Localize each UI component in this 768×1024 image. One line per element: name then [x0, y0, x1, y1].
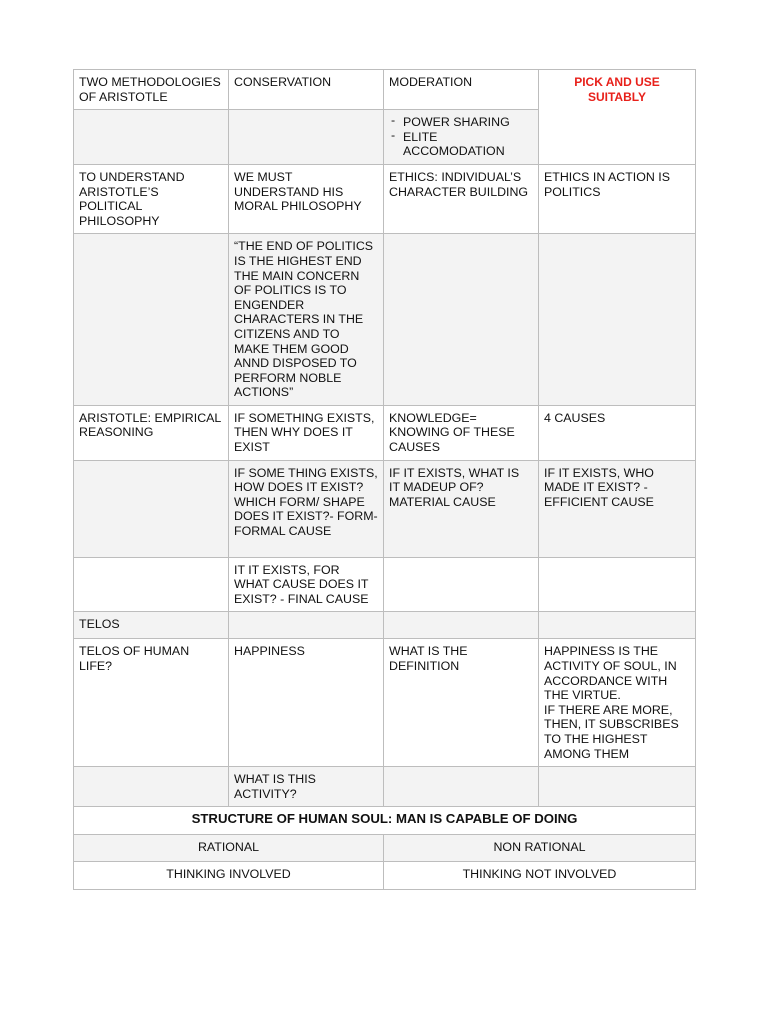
- table-row: [74, 835, 696, 862]
- cell-formal-cause: IF SOME THING EXISTS, HOW DOES IT EXIST? WHICH FORM/ SHAPE DOES IT EXIST?- FORM- FORMAL CAUSE: [229, 460, 384, 557]
- cell-knowledge: KNOWLEDGE= KNOWING OF THESE CAUSES: [384, 405, 539, 460]
- list-item: - ELITE ACCOMODATION: [403, 130, 533, 159]
- cell-happiness-definition: [539, 639, 696, 767]
- list-item: - POWER SHARING: [403, 115, 533, 130]
- cell-empty: [74, 557, 229, 612]
- cell-empty: [384, 767, 539, 807]
- cell-efficient-cause: IF IT EXISTS, WHO MADE IT EXIST? - EFFICIENT CAUSE: [539, 460, 696, 557]
- cell-empty: [384, 557, 539, 612]
- cell-what-activity: WHAT IS THIS ACTIVITY?: [229, 767, 384, 807]
- cell-empty: [74, 110, 229, 165]
- cell-empty: [384, 234, 539, 406]
- table-row: [74, 639, 696, 767]
- cell-end-of-politics-quote: “THE END OF POLITICS IS THE HIGHEST END THE MAIN CONCERN OF POLITICS IS TO ENGENDER CHARACTERS IN THE CITIZENS AND TO MAKE THEM GOOD ANND DISPOSED TO PERFORM NOBLE ACTIONS”: [229, 234, 384, 406]
- cell-pick-and-use: PICK AND USE SUITABLY: [539, 70, 696, 165]
- cell-empty: [74, 460, 229, 557]
- table-row: [74, 164, 696, 233]
- table-row: [74, 862, 696, 890]
- cell-empty: [539, 767, 696, 807]
- moderation-list: [389, 115, 533, 159]
- cell-ethics-in-action: ETHICS IN ACTION IS POLITICS: [539, 164, 696, 233]
- cell-final-cause: IT IT EXISTS, FOR WHAT CAUSE DOES IT EXIST? - FINAL CAUSE: [229, 557, 384, 612]
- cell-telos-human-life: TELOS OF HUMAN LIFE?: [74, 639, 229, 767]
- cell-four-causes: 4 CAUSES: [539, 405, 696, 460]
- cell-non-rational: NON RATIONAL: [384, 835, 696, 862]
- cell-moderation-list: [384, 110, 539, 165]
- cell-empty: [229, 110, 384, 165]
- cell-definition-question: WHAT IS THE DEFINITION: [384, 639, 539, 767]
- cell-empty: [74, 767, 229, 807]
- cell-moral-philosophy: WE MUST UNDERSTAND HIS MORAL PHILOSOPHY: [229, 164, 384, 233]
- structure-heading: STRUCTURE OF HUMAN SOUL: MAN IS CAPABLE OF DOING: [74, 807, 696, 835]
- cell-thinking-not-involved: THINKING NOT INVOLVED: [384, 862, 696, 890]
- table-row: [74, 460, 696, 557]
- table-row: [74, 405, 696, 460]
- cell-why-exist: IF SOMETHING EXISTS, THEN WHY DOES IT EXIST: [229, 405, 384, 460]
- cell-moderation: MODERATION: [384, 70, 539, 110]
- cell-telos: TELOS: [74, 612, 229, 639]
- cell-empty: [539, 612, 696, 639]
- cell-empty: [539, 234, 696, 406]
- cell-empty: [539, 557, 696, 612]
- cell-material-cause: IF IT EXISTS, WHAT IS IT MADEUP OF? MATERIAL CAUSE: [384, 460, 539, 557]
- cell-empty: [74, 234, 229, 406]
- cell-happiness: HAPPINESS: [229, 639, 384, 767]
- table-row: [74, 70, 696, 110]
- highest-among-text: IF THERE ARE MORE, THEN, IT SUBSCRIBES TO THE HIGHEST AMONG THEM: [544, 702, 679, 761]
- table-row: [74, 807, 696, 835]
- cell-understand-aristotle: TO UNDERSTAND ARISTOTLE’S POLITICAL PHILOSOPHY: [74, 164, 229, 233]
- cell-conservation: CONSERVATION: [229, 70, 384, 110]
- cell-methodologies: TWO METHODOLOGIES OF ARISTOTLE: [74, 70, 229, 110]
- cell-empirical-reasoning: ARISTOTLE: EMPIRICAL REASONING: [74, 405, 229, 460]
- cell-empty: [384, 612, 539, 639]
- happiness-definition-text: HAPPINESS IS THE ACTIVITY OF SOUL, IN ACCORDANCE WITH THE VIRTUE.: [544, 644, 677, 703]
- cell-ethics-individual: ETHICS: INDIVIDUAL’S CHARACTER BUILDING: [384, 164, 539, 233]
- notes-table: [73, 69, 696, 890]
- table-row: [74, 612, 696, 639]
- cell-rational: RATIONAL: [74, 835, 384, 862]
- table-row: [74, 557, 696, 612]
- cell-empty: [229, 612, 384, 639]
- cell-thinking-involved: THINKING INVOLVED: [74, 862, 384, 890]
- table-row: [74, 234, 696, 406]
- table-row: [74, 767, 696, 807]
